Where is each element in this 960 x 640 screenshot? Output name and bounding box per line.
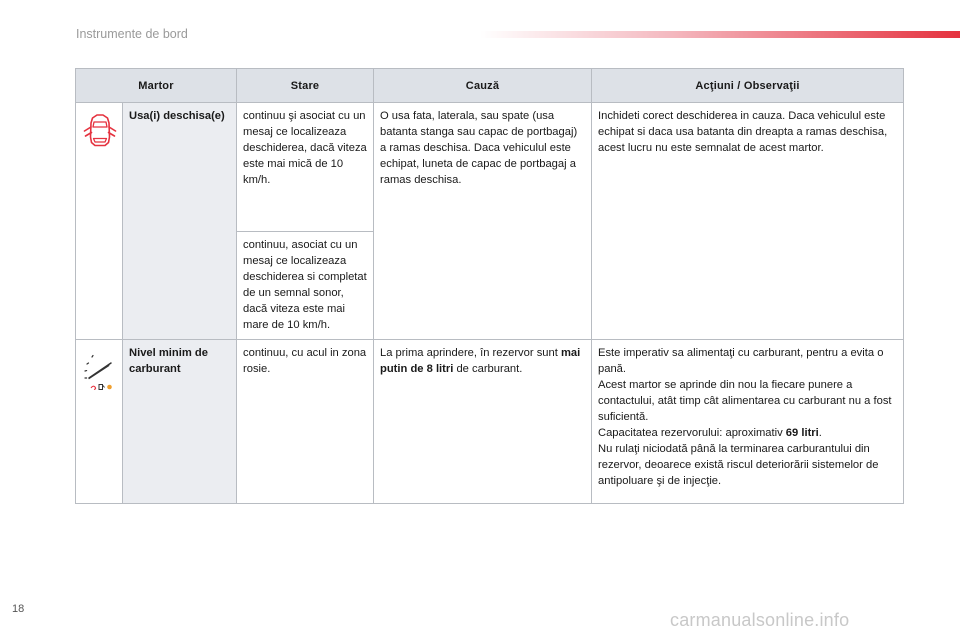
column-header-stare: Stare bbox=[237, 69, 374, 103]
warning-name: Usa(i) deschisa(e) bbox=[123, 103, 237, 340]
table-header-row bbox=[76, 69, 904, 103]
door-open-warning-icon bbox=[76, 103, 122, 168]
cause-bold-text: mai putin de 8 litri bbox=[380, 347, 581, 375]
state-text: continuu, asociat cu un mesaj ce localizeaza deschiderea si completat de un semnal sonor, dacă viteza este mai mare de 10 km/h. bbox=[237, 232, 374, 340]
state-text: continuu şi asociat cu un mesaj ce localizeaza deschiderea, dacă viteza este mai mică de 10 km/h. bbox=[237, 103, 374, 232]
actions-line: Capacitatea rezervorului: aproximativ bbox=[598, 427, 786, 439]
capacity-bold-text: 69 litri bbox=[785, 427, 819, 439]
header-accent-bar bbox=[480, 31, 960, 38]
actions-text: Inchideti corect deschiderea in cauza. Daca vehiculul este echipat si daca usa batanta din dreapta a ramas deschisa, acest lucru nu este semnalat de acest martor. bbox=[592, 103, 904, 340]
fuel-gauge-icon bbox=[76, 340, 122, 405]
watermark: carmanualsonline.info bbox=[670, 610, 850, 630]
table-row bbox=[76, 340, 904, 504]
icon-cell bbox=[76, 103, 123, 340]
cause-text: O usa fata, laterala, sau spate (usa batanta stanga sau capac de portbagaj) a ramas deschisa. Daca vehiculul este echipat, luneta de capac de portbagaj a ramas deschisa. bbox=[374, 103, 592, 340]
cause-text bbox=[374, 340, 592, 504]
column-header-martor: Martor bbox=[76, 69, 237, 103]
table-row bbox=[76, 103, 904, 232]
cause-text-part: de carburant. bbox=[453, 363, 523, 375]
page-number: 18 bbox=[12, 603, 25, 615]
actions-line: Nu rulaţi niciodată până la terminarea carburantului din rezervor, deoarece există riscul deteriorării sistemelor de antipoluare şi de injecţie. bbox=[598, 443, 879, 487]
actions-line: Este imperativ sa alimentaţi cu carburant, pentru a evita o pană. bbox=[598, 347, 884, 375]
actions-line: . bbox=[818, 427, 822, 439]
actions-line: Acest martor se aprinde din nou la fiecare punere a contactului, atât timp cât alimentarea cu carburant nu a fost suficientă. bbox=[598, 379, 892, 423]
section-title: Instrumente de bord bbox=[76, 27, 188, 41]
cause-text-part: La prima aprindere, în rezervor sunt bbox=[380, 347, 561, 359]
warning-name: Nivel minim de carburant bbox=[123, 340, 237, 504]
actions-text bbox=[592, 340, 904, 504]
column-header-cauza: Cauză bbox=[374, 69, 592, 103]
icon-cell bbox=[76, 340, 123, 504]
column-header-actiuni: Acţiuni / Observaţii bbox=[592, 69, 904, 103]
warning-lights-table bbox=[75, 68, 904, 504]
state-text: continuu, cu acul in zona rosie. bbox=[237, 340, 374, 504]
